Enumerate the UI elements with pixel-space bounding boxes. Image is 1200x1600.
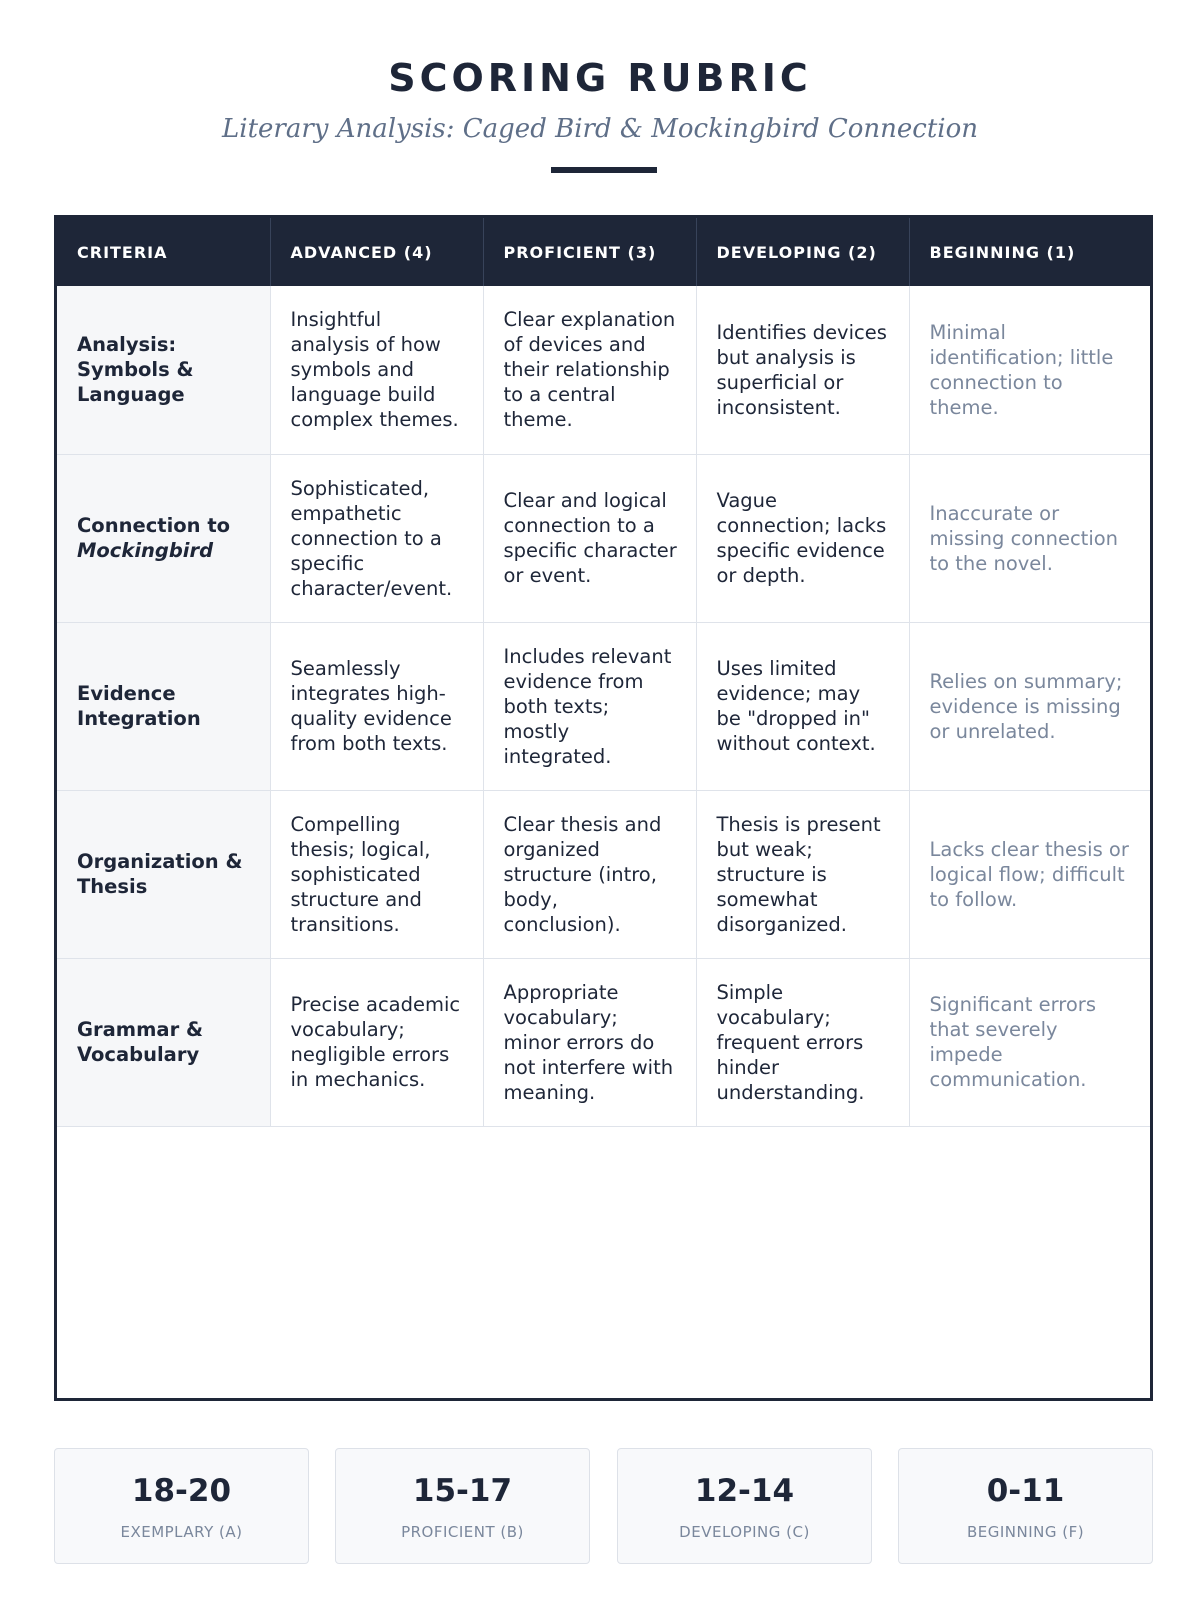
developing-cell: Thesis is present but weak; structure is somewhat disorganized. — [696, 790, 909, 958]
advanced-cell: Compelling thesis; logical, sophisticated structure and transitions. — [270, 790, 483, 958]
grade-band-score: 0-11 — [986, 1473, 1065, 1509]
grade-band-label: EXEMPLARY (A) — [120, 1523, 243, 1541]
proficient-cell: Clear and logical connection to a specific character or event. — [483, 454, 696, 622]
grade-band-card — [54, 1448, 309, 1564]
proficient-cell: Clear thesis and organized structure (intro, body, conclusion). — [483, 790, 696, 958]
proficient-cell: Appropriate vocabulary; minor errors do not interfere with meaning. — [483, 958, 696, 1126]
criteria-cell: Organization & Thesis — [57, 790, 270, 958]
developing-cell: Simple vocabulary; frequent errors hinder understanding. — [696, 958, 909, 1126]
table-row — [57, 286, 1150, 454]
table-header-row — [57, 218, 1150, 286]
developing-cell: Uses limited evidence; may be "dropped in" without context. — [696, 622, 909, 790]
grade-band-label: PROFICIENT (B) — [401, 1523, 524, 1541]
page-title: SCORING RUBRIC — [388, 56, 812, 100]
criteria-cell: Grammar & Vocabulary — [57, 958, 270, 1126]
beginning-cell: Relies on summary; evidence is missing or unrelated. — [909, 622, 1150, 790]
proficient-cell: Includes relevant evidence from both texts; mostly integrated. — [483, 622, 696, 790]
criteria-cell: Evidence Integration — [57, 622, 270, 790]
title-divider — [551, 167, 657, 173]
beginning-cell: Lacks clear thesis or logical flow; difficult to follow. — [909, 790, 1150, 958]
advanced-cell: Seamlessly integrates high-quality evidence from both texts. — [270, 622, 483, 790]
table-row — [57, 454, 1150, 622]
grade-band-card — [335, 1448, 590, 1564]
table-row — [57, 622, 1150, 790]
column-header-criteria: CRITERIA — [57, 218, 270, 286]
proficient-cell: Clear explanation of devices and their relationship to a central theme. — [483, 286, 696, 454]
table-row — [57, 790, 1150, 958]
developing-cell: Vague connection; lacks specific evidence or depth. — [696, 454, 909, 622]
developing-cell: Identifies devices but analysis is superficial or inconsistent. — [696, 286, 909, 454]
grade-band-card — [898, 1448, 1153, 1564]
advanced-cell: Sophisticated, empathetic connection to a specific character/event. — [270, 454, 483, 622]
criteria-text: Connection to — [77, 514, 231, 537]
page-subtitle: Literary Analysis: Caged Bird & Mockingbird Connection — [221, 114, 979, 144]
criteria-title-emphasis: Mockingbird — [77, 539, 214, 562]
grade-band-score: 12-14 — [694, 1473, 795, 1509]
advanced-cell: Precise academic vocabulary; negligible errors in mechanics. — [270, 958, 483, 1126]
column-header-developing: DEVELOPING (2) — [696, 218, 909, 286]
rubric-table — [57, 218, 1150, 1127]
column-header-beginning: BEGINNING (1) — [909, 218, 1150, 286]
rubric-table-frame — [54, 215, 1153, 1401]
advanced-cell: Insightful analysis of how symbols and language build complex themes. — [270, 286, 483, 454]
grade-band-card — [617, 1448, 872, 1564]
table-row — [57, 958, 1150, 1126]
grade-band-label: DEVELOPING (C) — [679, 1523, 810, 1541]
column-header-proficient: PROFICIENT (3) — [483, 218, 696, 286]
grade-bands — [54, 1448, 1153, 1564]
column-header-advanced: ADVANCED (4) — [270, 218, 483, 286]
grade-band-score: 18-20 — [131, 1473, 232, 1509]
beginning-cell: Inaccurate or missing connection to the novel. — [909, 454, 1150, 622]
beginning-cell: Minimal identification; little connection to theme. — [909, 286, 1150, 454]
criteria-cell: Analysis: Symbols & Language — [57, 286, 270, 454]
beginning-cell: Significant errors that severely impede communication. — [909, 958, 1150, 1126]
grade-band-label: BEGINNING (F) — [966, 1523, 1085, 1541]
grade-band-score: 15-17 — [412, 1473, 513, 1509]
criteria-cell — [57, 454, 270, 622]
